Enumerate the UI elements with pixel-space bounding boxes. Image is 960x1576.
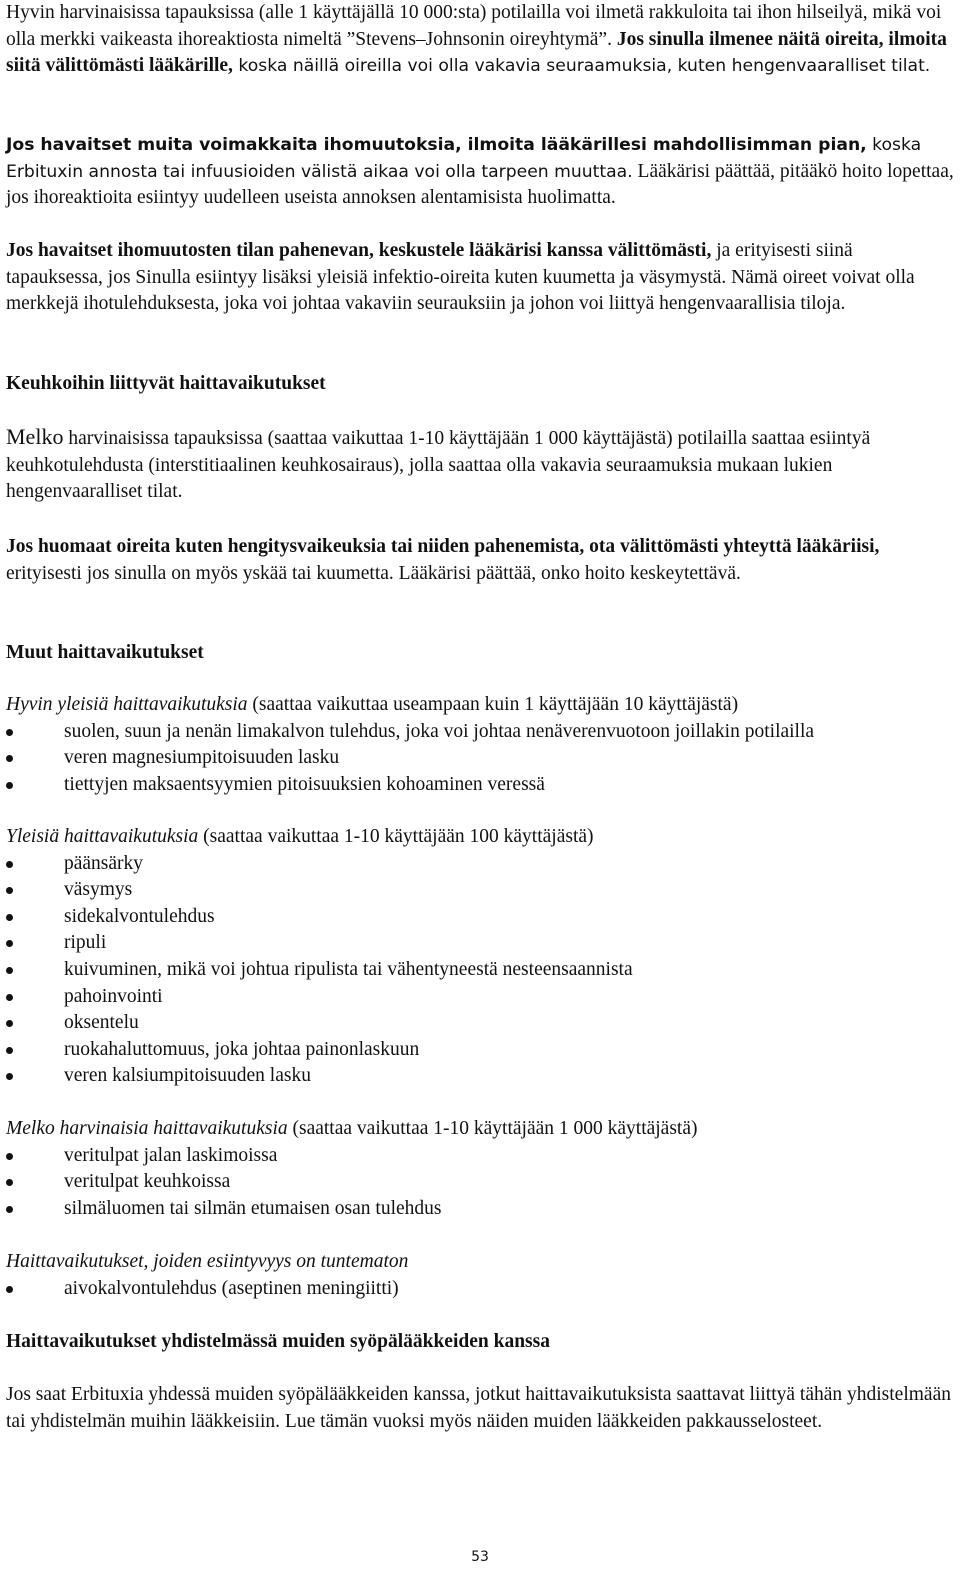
list-item-text: aivokalvontulehdus (aseptinen meningiitti) (64, 1277, 399, 1299)
frequency-label: Haittavaikutukset, joiden esiintyvyys on tuntematon (6, 1251, 409, 1272)
list-item (6, 1143, 954, 1170)
list-item-text: tiettyjen maksaentsyymien pitoisuuksien kohoaminen veressä (64, 773, 545, 795)
paragraph-text: Lääkärisi päättää, pitääkö hoito lopettaa, jos ihoreaktioita esiintyy uudelleen useista annoksen alentamisista huolimatta. (6, 160, 954, 209)
list-item-text: kuivuminen, mikä voi johtua ripulista tai vähentyneestä nesteensaannista (64, 958, 633, 980)
list-item-text: veren magnesiumpitoisuuden lasku (64, 747, 340, 769)
frequency-range: (saattaa vaikuttaa 1-10 käyttäjään 100 käyttäjästä) (198, 826, 594, 847)
section-very-common (6, 692, 954, 798)
bullet-icon (6, 1047, 13, 1054)
bullet-icon (6, 994, 13, 1001)
list-item-text: silmäluomen tai silmän etumaisen osan tulehdus (64, 1197, 442, 1219)
list-item-text: veritulpat keuhkoissa (64, 1171, 231, 1193)
list-item-text: veren kalsiumpitoisuuden lasku (64, 1065, 311, 1087)
bullet-icon (6, 1153, 13, 1160)
frequency-label: Melko harvinaisia haittavaikutuksia (6, 1118, 288, 1139)
paragraph-text: koska Erbituxin annosta tai infuusioiden välistä aikaa voi olla tarpeen muuttaa. (6, 135, 922, 182)
side-effect-list (6, 1276, 954, 1303)
paragraph-lung-inflammation (6, 424, 954, 506)
list-item-text: sidekalvontulehdus (64, 905, 215, 927)
frequency-heading (6, 1116, 954, 1143)
heading-combination-side-effects: Haittavaikutukset yhdistelmässä muiden syöpälääkkeiden kanssa (6, 1331, 550, 1352)
section-common (6, 824, 954, 1090)
list-item (6, 719, 954, 746)
side-effect-list (6, 851, 954, 1090)
frequency-heading (6, 692, 954, 719)
list-item-text: pahoinvointi (64, 985, 163, 1007)
paragraph-text: erityisesti jos sinulla on myös yskää tai kuumetta. Lääkärisi päättää, onko hoito keskeytettävä. (6, 562, 741, 584)
bullet-icon (6, 1179, 13, 1186)
list-item-text: suolen, suun ja nenän limakalvon tulehdus, joka voi johtaa nenäverenvuotoon joillakin potilailla (64, 720, 815, 742)
paragraph-sjs-warning (6, 0, 954, 80)
paragraph-skin-worsening (6, 238, 954, 318)
bullet-icon (6, 1206, 13, 1213)
bold-instruction: Jos havaitset muita voimakkaita ihomuutoksia, ilmoita lääkärillesi mahdollisimman pian, (6, 135, 867, 155)
page-number: 53 (471, 1549, 489, 1565)
list-item (6, 745, 954, 772)
paragraph-text: Hyvin harvinaisissa tapauksissa (alle 1 käyttäjällä 10 000:sta) potilailla voi ilmetä rakkuloita tai ihon hilseilyä, mikä voi olla merkki vaikeasta ihoreaktiosta nimeltä ”Stevens–Johnsonin oireyhtymä”. (6, 2, 942, 50)
bullet-icon (6, 1073, 13, 1080)
paragraph-combination: Jos saat Erbituxia yhdessä muiden syöpälääkkeiden kanssa, jotkut haittavaikutuksista saattavat liittyä tähän yhdistelmään tai yhdistelmän muihin lääkkeisiin. Lue tämän vuoksi myös näiden muiden lääkkeiden pakkausselosteet. (6, 1384, 951, 1432)
list-item (6, 877, 954, 904)
list-item (6, 1169, 954, 1196)
side-effect-list (6, 1143, 954, 1223)
bullet-icon (6, 967, 13, 974)
list-item (6, 1196, 954, 1223)
bullet-icon (6, 1020, 13, 1027)
paragraph-breathing-difficulty (6, 534, 954, 587)
list-item-text: ripuli (64, 932, 107, 954)
paragraph-text: harvinaisissa tapauksissa (saattaa vaikuttaa 1-10 käyttäjään 1 000 käyttäjästä) potilailla saattaa esiintyä keuhkotulehdusta (interstitiaalinen keuhkosairaus), jolla saattaa olla vakavia seuraamuksia mukaan lukien hengenvaaralliset tilat. (6, 428, 871, 503)
side-effect-list (6, 719, 954, 799)
frequency-heading (6, 1249, 954, 1276)
list-item (6, 1037, 954, 1064)
section-unknown-frequency (6, 1249, 954, 1302)
list-item-text: veritulpat jalan laskimoissa (64, 1144, 278, 1166)
frequency-label: Yleisiä haittavaikutuksia (6, 826, 199, 847)
heading-other-side-effects: Muut haittavaikutukset (6, 642, 204, 663)
bold-instruction: Jos sinulla ilmenee näitä oireita, ilmoita siitä välittömästi lääkärille, (6, 28, 947, 77)
paragraph-text: ja erityisesti siinä tapauksessa, jos Sinulla esiintyy lisäksi yleisiä infektio-oireita kuten kuumetta ja väsymystä. Nämä oireet voivat olla merkkejä ihotulehduksesta, joka voi johtaa vakaviin seurauksiin ja johon voi liittyä hengenvaarallisia tiloja. (6, 240, 915, 315)
list-item (6, 930, 954, 957)
bullet-icon (6, 729, 13, 736)
bullet-icon (6, 940, 13, 947)
frequency-range: (saattaa vaikuttaa 1-10 käyttäjään 1 000 käyttäjästä) (287, 1118, 698, 1139)
list-item-text: ruokahaluttomuus, joka johtaa painonlaskuun (64, 1038, 420, 1060)
bullet-icon (6, 1286, 13, 1293)
list-item (6, 1010, 954, 1037)
paragraph-skin-changes (6, 132, 954, 212)
list-item (6, 904, 954, 931)
bullet-icon (6, 887, 13, 894)
list-item (6, 957, 954, 984)
bold-instruction: Jos havaitset ihomuutosten tilan pahenevan, keskustele lääkärisi kanssa välittömästi, (6, 240, 712, 261)
frequency-heading (6, 824, 954, 851)
list-item (6, 851, 954, 878)
list-item (6, 772, 954, 799)
bullet-icon (6, 782, 13, 789)
list-item (6, 1063, 954, 1090)
list-item (6, 1276, 954, 1303)
bullet-icon (6, 755, 13, 762)
paragraph-lead-word: Melko (6, 424, 64, 449)
frequency-range: (saattaa vaikuttaa useampaan kuin 1 käyttäjään 10 käyttäjästä) (247, 694, 739, 715)
bullet-icon (6, 914, 13, 921)
frequency-label: Hyvin yleisiä haittavaikutuksia (6, 694, 248, 715)
list-item (6, 984, 954, 1011)
bold-instruction: Jos huomaat oireita kuten hengitysvaikeuksia tai niiden pahenemista, ota välittömästi yhteyttä lääkäriisi, (6, 536, 880, 557)
list-item-text: päänsärky (64, 852, 144, 874)
heading-lung-side-effects: Keuhkoihin liittyvät haittavaikutukset (6, 373, 326, 394)
bullet-icon (6, 861, 13, 868)
list-item-text: väsymys (64, 879, 133, 901)
section-uncommon (6, 1116, 954, 1222)
list-item-text: oksentelu (64, 1012, 139, 1034)
paragraph-text: koska näillä oireilla voi olla vakavia seuraamuksia, kuten hengenvaaralliset tilat. (232, 56, 931, 77)
